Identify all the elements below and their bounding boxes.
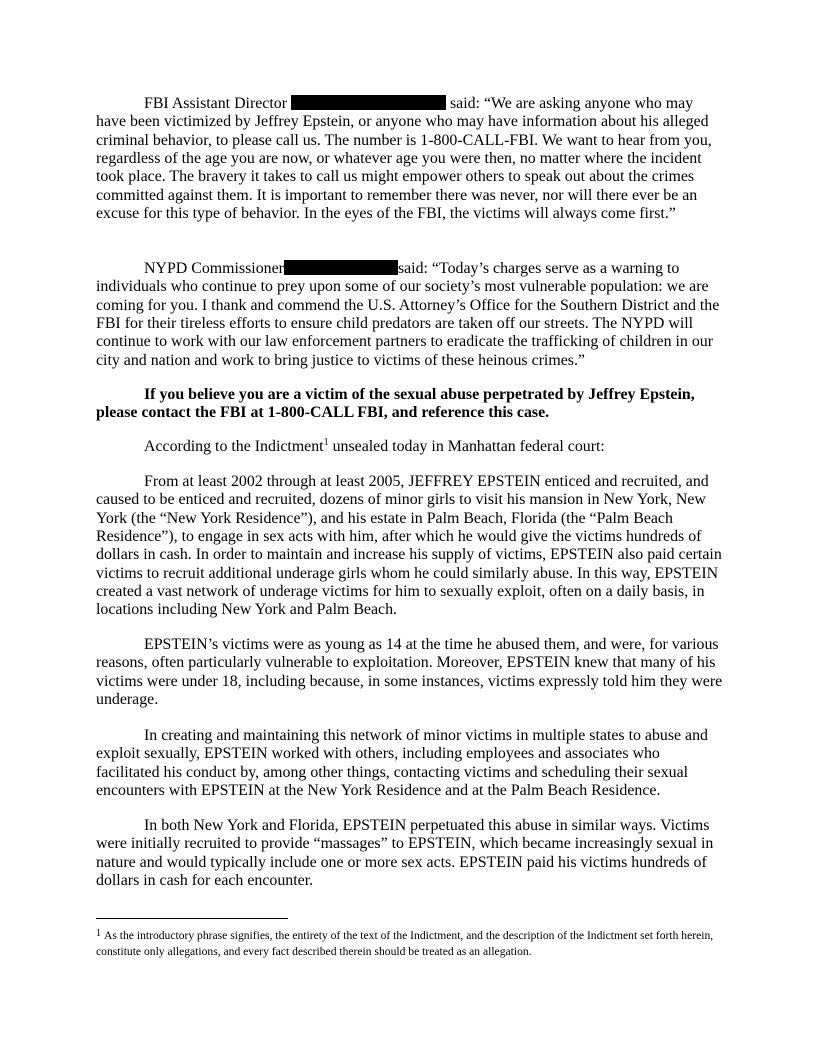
redaction-bar — [284, 260, 398, 275]
footnote-divider — [96, 918, 288, 919]
victim-contact-notice: If you believe you are a victim of the sexual abuse perpetrated by Jeffrey Epstein, please contact the FBI at 1-800-CALL FBI, and reference this case. — [96, 386, 695, 422]
footnote — [96, 928, 724, 960]
indictment-intro-tail: unsealed today in Manhattan federal court: — [328, 438, 605, 455]
fbi-statement-lead: FBI Assistant Director — [144, 95, 291, 112]
redaction-bar — [291, 95, 446, 110]
body-paragraph: EPSTEIN’s victims were as young as 14 at the time he abused them, and were, for various reasons, often particularly vulnerable to exploitation. Moreover, EPSTEIN knew that many of his victims were under 18, including because, in some instances, victims expressly told him they were underage. — [96, 636, 723, 709]
nypd-statement-text: said: “Today’s charges serve as a warning to individuals who continue to prey upon some of our society’s most vulnerable population: we are coming for you. I thank and commend the U.S. Attorney’s Office for the Southern District and the FBI for their tireless efforts to ensure child predators are taken off our streets. The NYPD will continue to work with our law enforcement partners to eradicate the trafficking of children in our city and nation and work to bring justice to victims of these heinous crimes.” — [96, 260, 720, 369]
footnote-text: As the introductory phrase signifies, the entirety of the text of the Indictment, and the description of the Indictment set forth herein, constitute only allegations, and every fact described therein should be treated as an allegation. — [96, 929, 714, 958]
indictment-intro-lead: According to the Indictment — [144, 438, 324, 455]
fbi-statement-text: said: “We are asking anyone who may have been victimized by Jeffrey Epstein, or anyone who may have information about his alleged criminal behavior, to please call us. The number is 1-800-CALL-FBI. We want to hear from you, regardless of the age you are now, or whatever age you were then, no matter where the incident took place. The bravery it takes to call us might empower others to speak out about the crimes committed against them. It is important to remember there was never, nor will there ever be an excuse for this type of behavior. In the eyes of the FBI, the victims will always come first.” — [96, 95, 712, 223]
indictment-intro — [96, 438, 724, 456]
footnote-marker: 1 — [96, 928, 101, 939]
body-paragraph: From at least 2002 through at least 2005, JEFFREY EPSTEIN enticed and recruited, and caused to be enticed and recruited, dozens of minor girls to visit his mansion in New York, New York (the “New York Residence”), and his estate in Palm Beach, Florida (the “Palm Beach Residence”), to engage in sex acts with him, after which he would give the victims hundreds of dollars in cash. In order to maintain and increase his supply of victims, EPSTEIN also paid certain victims to recruit additional underage girls whom he could similarly abuse. In this way, EPSTEIN created a vast network of underage victims for him to sexually exploit, often on a daily basis, in locations including New York and Palm Beach. — [96, 473, 722, 619]
nypd-statement-lead: NYPD Commissioner — [144, 260, 284, 277]
footnote-reference: 1 — [323, 437, 329, 448]
body-paragraph: In both New York and Florida, EPSTEIN perpetuated this abuse in similar ways. Victims were initially recruited to provide “massages” to EPSTEIN, which became increasingly sexual in nature and would typically include one or more sex acts. EPSTEIN paid his victims hundreds of dollars in cash for each encounter. — [96, 817, 714, 890]
nypd-statement-paragraph — [96, 260, 724, 370]
fbi-statement-paragraph — [96, 95, 724, 223]
body-paragraph: In creating and maintaining this network of minor victims in multiple states to abuse and exploit sexually, EPSTEIN worked with others, including employees and associates who facilitated his conduct by, among other things, contacting victims and scheduling their sexual encounters with EPSTEIN at the New York Residence and at the Palm Beach Residence. — [96, 727, 709, 800]
